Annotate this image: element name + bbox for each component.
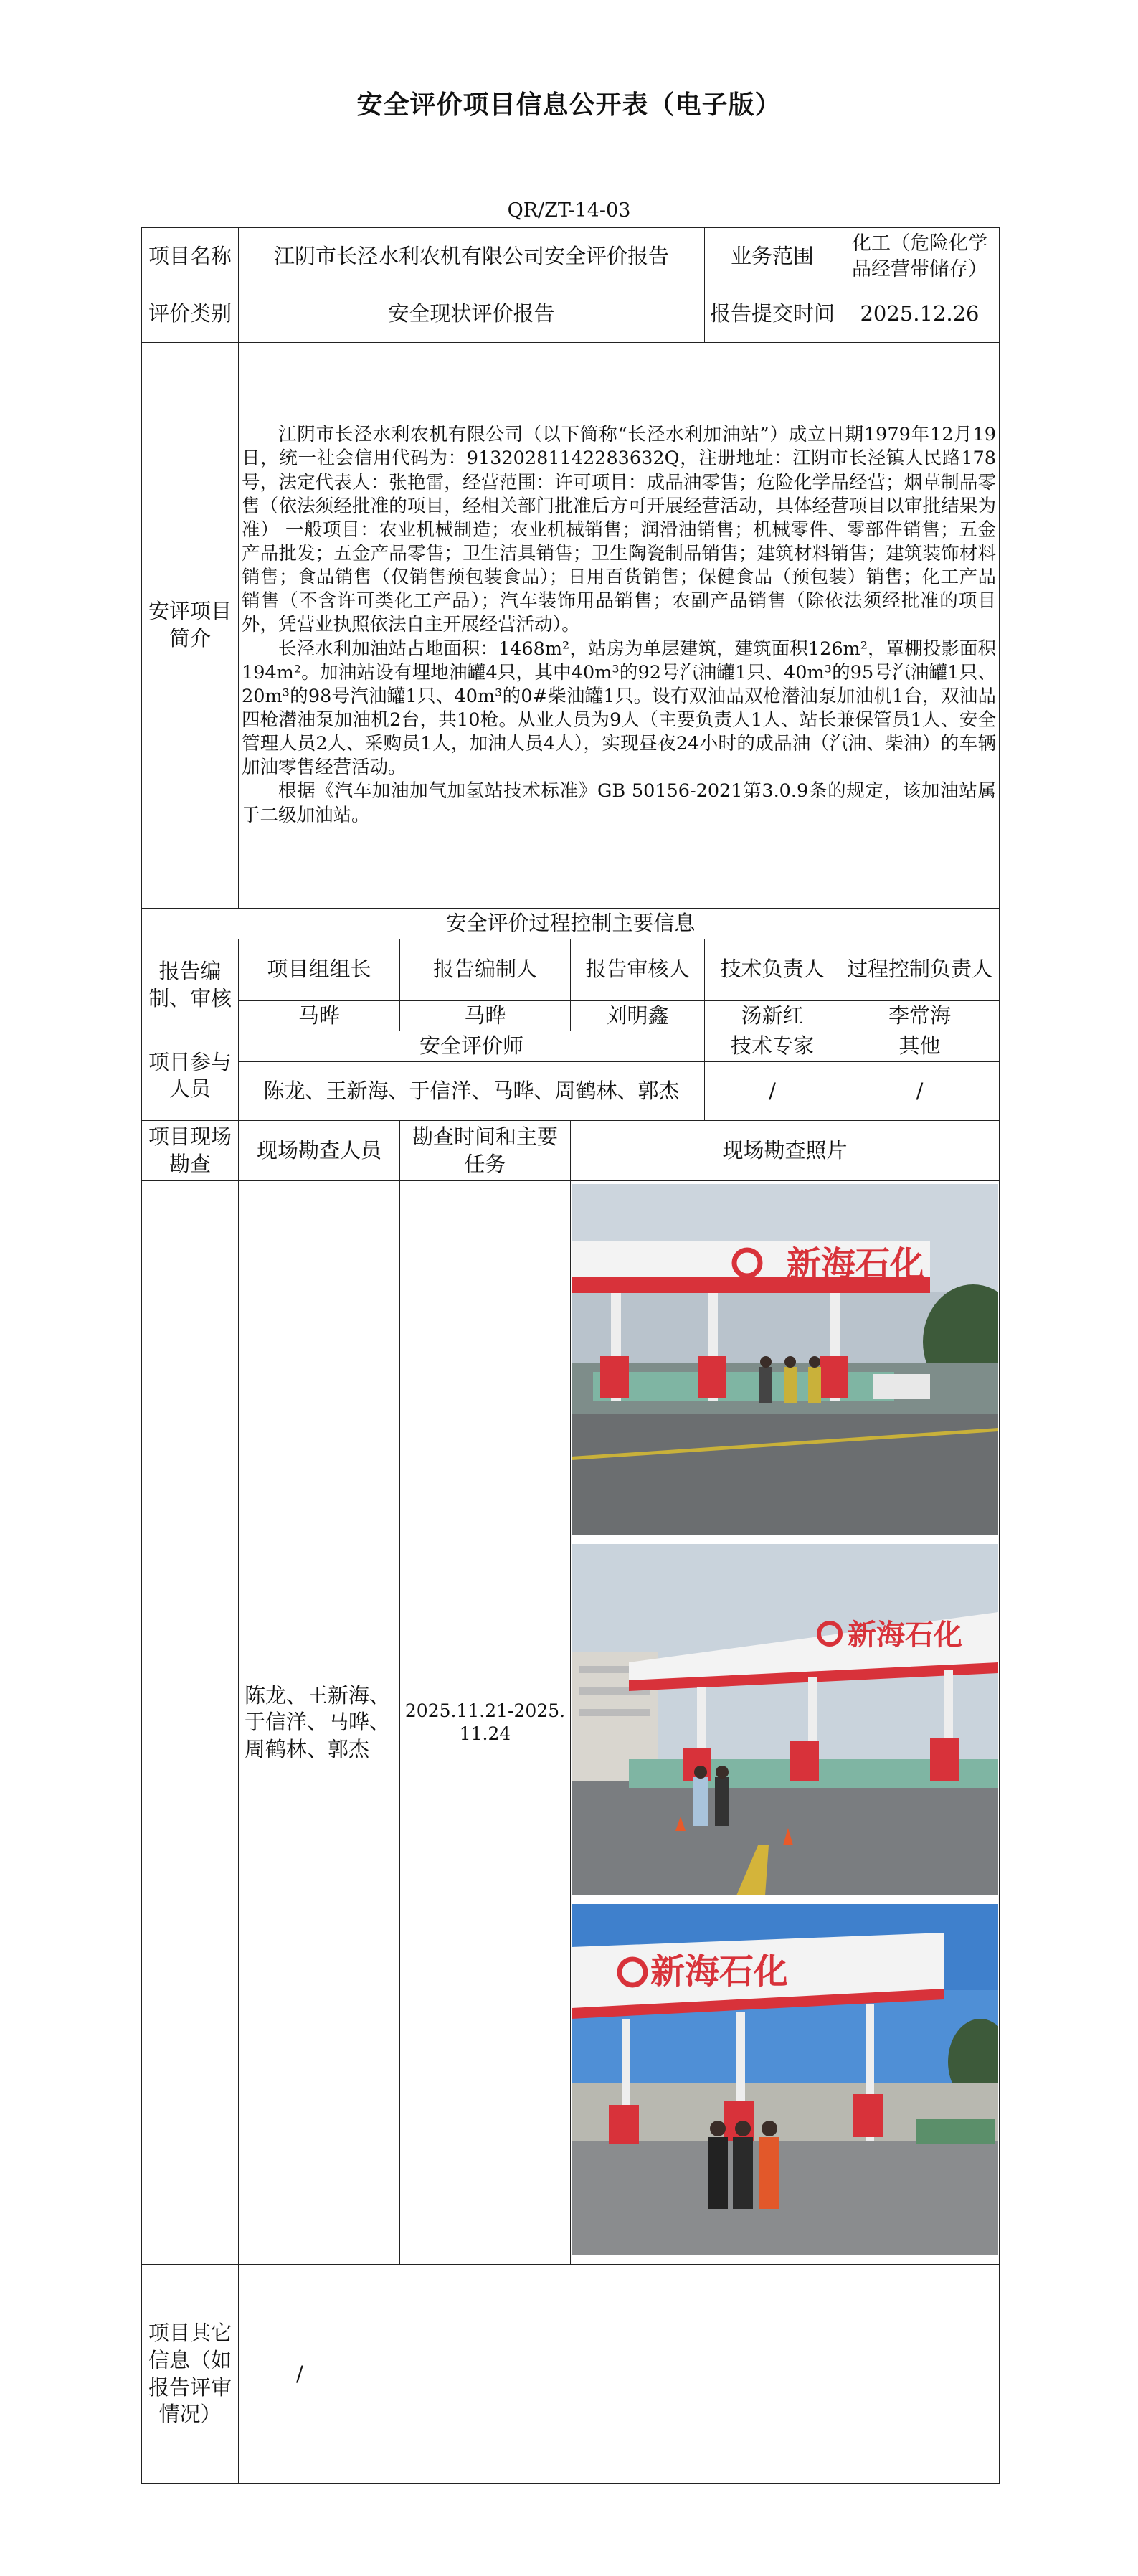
report-staff-label: 报告编制、审核 [142,939,239,1031]
submit-time-label: 报告提交时间 [705,285,840,343]
survey-blank-cell [142,1181,239,2265]
site-photo-3 [572,1904,998,2255]
project-name-label: 项目名称 [142,228,239,285]
header-process-control-lead: 过程控制负责人 [840,939,1000,1000]
site-photo-1-image [572,1184,998,1535]
value-process-control-lead: 李常海 [840,1000,1000,1031]
survey-label: 项目现场勘查 [142,1121,239,1181]
photo-3-sign: 新海石化 [650,1953,789,1992]
row-participant-headers [142,1031,1000,1062]
header-report-reviewer: 报告审核人 [571,939,705,1000]
site-photo-1 [572,1184,998,1535]
process-section-title: 安全评价过程控制主要信息 [142,909,1000,939]
row-report-headers [142,939,1000,1000]
survey-time-value: 2025.11.21-2025.11.24 [400,1181,571,2265]
category-value: 安全现状评价报告 [239,285,705,343]
photo-1-sign: 新海石化 [787,1246,925,1284]
page-title: 安全评价项目信息公开表（电子版） [356,90,782,120]
business-scope-value: 化工（危险化学品经营带储存） [840,228,1000,285]
document-number: QR/ZT-14-03 [507,199,631,222]
other-value: / [840,1062,1000,1121]
site-photo-2 [572,1544,998,1895]
intro-text [239,343,1000,909]
intro-paragraph-3: 根据《汽车加油加气加氢站技术标准》GB 50156-2021第3.0.9条的规定，该加油站属于二级加油站。 [242,780,996,826]
row-other-info [142,2265,1000,2484]
value-team-leader: 马晔 [239,1000,400,1031]
header-team-leader: 项目组组长 [239,939,400,1000]
header-technical-lead: 技术负责人 [705,939,840,1000]
row-participant-values [142,1062,1000,1121]
evaluators-value: 陈龙、王新海、于信洋、马晔、周鹤林、郭杰 [239,1062,705,1121]
value-report-writer: 马晔 [400,1000,571,1031]
survey-staff-label: 现场勘查人员 [239,1121,400,1181]
survey-photos-label: 现场勘查照片 [571,1121,1000,1181]
row-category [142,285,1000,343]
intro-paragraph-1: 江阴市长泾水利农机有限公司（以下简称“长泾水利加油站”）成立日期1979年12月19日，统一社会信用代码为：91320281142283632Q，注册地址：江阴市长泾镇人民路178号，法定代表人：张艳雷，经营范围：许可项目：成品油零售；危险化学品经营；烟草制品零售（依法须经批准的项目，经相关部门批准后方可开展经营活动，具体经营项目以审批结果为准） 一般项目：农业机械制造；农业机械销售；润滑油销售；机械零件、零部件销售；五金产品批发；五金产品零售；卫生洁具销售；卫生陶瓷制品销售；建筑材料销售；建筑装饰材料销售；食品销售（仅销售预包装食品）；日用百货销售；保健食品（预包装）销售；化工产品销售（不含许可类化工产品）；汽车装饰用品销售；农副产品销售（除依法须经批准的项目外，凭营业执照依法自主开展经营活动）。 [242,424,996,636]
other-info-label: 项目其它信息（如报告评审情况） [142,2265,239,2484]
participants-label: 项目参与人员 [142,1031,239,1121]
site-photo-2-image [572,1544,998,1895]
survey-photos-cell [571,1181,1000,2265]
expert-label: 技术专家 [705,1031,840,1062]
other-info-value: / [239,2265,1000,2484]
intro-paragraph-2: 长泾水利加油站占地面积：1468m²，站房为单层建筑，建筑面积126m²，罩棚投影面积194m²。加油站设有埋地油罐4只，其中40m³的92号汽油罐1只、40m³的95号汽油罐1只、20m³的98号汽油罐1只、40m³的0#柴油罐1只。设有双油品双枪潜油泵加油机1台，双油品四枪潜油泵加油机2台，共10枪。从业人员为9人（主要负责人1人、站长兼保管员1人、安全管理人员2人、采购员1人，加油人员4人），实现昼夜24小时的成品油（汽油、柴油）的车辆加油零售经营活动。 [242,638,996,779]
row-section-title [142,909,1000,939]
header-report-writer: 报告编制人 [400,939,571,1000]
evaluators-label: 安全评价师 [239,1031,705,1062]
row-survey-content [142,1181,1000,2265]
row-survey-headers [142,1121,1000,1181]
survey-time-label: 勘查时间和主要任务 [400,1121,571,1181]
other-label: 其他 [840,1031,1000,1062]
expert-value: / [705,1062,840,1121]
value-report-reviewer: 刘明鑫 [571,1000,705,1031]
site-photo-3-image [572,1904,998,2255]
photo-2-sign: 新海石化 [848,1619,962,1652]
category-label: 评价类别 [142,285,239,343]
value-technical-lead: 汤新红 [705,1000,840,1031]
business-scope-label: 业务范围 [705,228,840,285]
row-intro [142,343,1000,909]
intro-label: 安评项目简介 [142,343,239,909]
survey-staff-value: 陈龙、王新海、于信洋、马晔、周鹤林、郭杰 [239,1181,400,2265]
info-table [141,227,1000,2484]
project-name-value: 江阴市长泾水利农机有限公司安全评价报告 [239,228,705,285]
row-project-name [142,228,1000,285]
submit-time-value: 2025.12.26 [840,285,1000,343]
row-report-values [142,1000,1000,1031]
